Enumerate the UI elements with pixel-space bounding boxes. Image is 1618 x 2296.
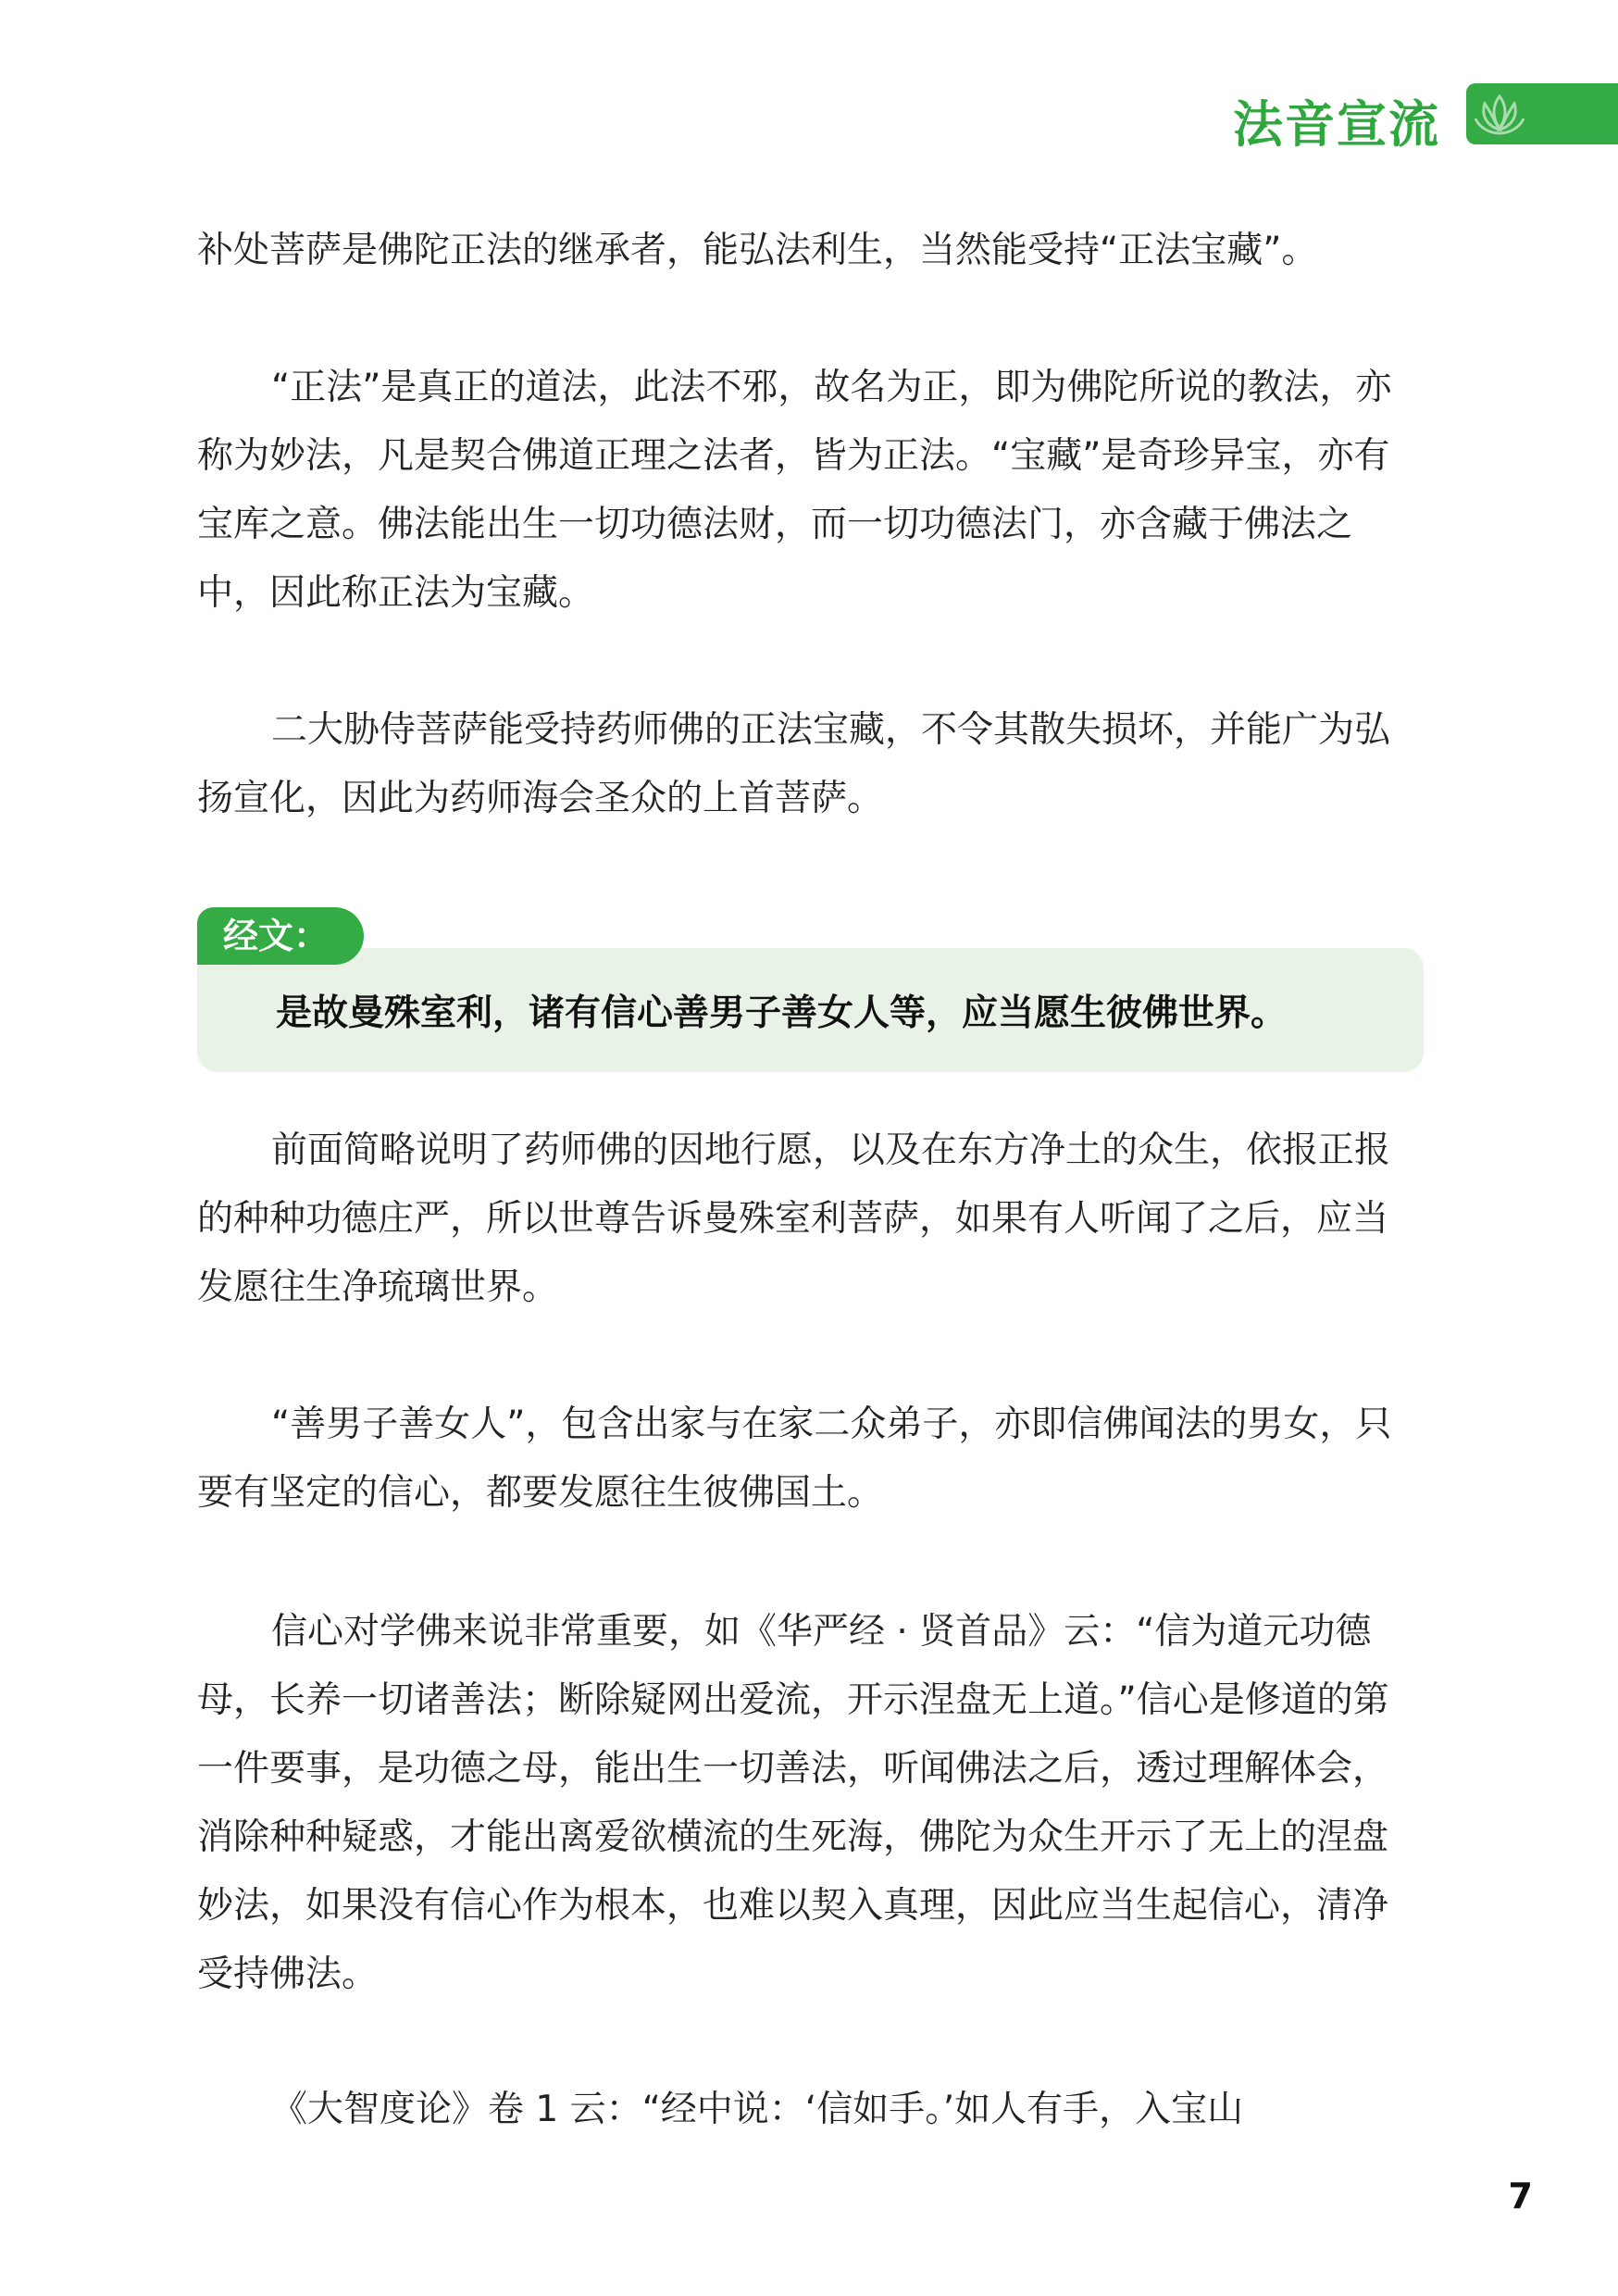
sutra-label: 经文： xyxy=(197,907,364,965)
paragraph-4: 前面简略说明了药师佛的因地行愿，以及在东方净土的众生，依报正报的种种功德庄严，所以世尊告诉曼殊室利菩萨，如果有人听闻了之后，应当发愿往生净琉璃世界。 xyxy=(197,1129,1391,1308)
paragraph-2: “正法”是真正的道法，此法不邪，故名为正，即为佛陀所说的教法，亦称为妙法，凡是契合佛道正理之法者，皆为正法。“宝藏”是奇珍异宝，亦有宝库之意。佛法能出生一切功德法财，而一切功德法门，亦含藏于佛法之中，因此称正法为宝藏。 xyxy=(197,367,1392,614)
sutra-text: 是故曼殊室利，诸有信心善男子善女人等，应当愿生彼佛世界。 xyxy=(276,992,1288,1034)
header-title: 法音宣流 xyxy=(1233,95,1440,154)
paragraph-1: 补处菩萨是佛陀正法的继承者，能弘法利生，当然能受持“正法宝藏”。 xyxy=(197,230,1318,271)
header-bar xyxy=(1466,83,1618,144)
paragraph-7: 《大智度论》卷 1 云：“经中说：‘信如手。’如人有手，入宝山 xyxy=(271,2089,1244,2130)
paragraph-3: 二大胁侍菩萨能受持药师佛的正法宝藏，不令其散失损坏，并能广为弘扬宣化，因此为药师海会圣众的上首菩萨。 xyxy=(197,709,1391,819)
paragraph-5: “善男子善女人”，包含出家与在家二众弟子，亦即信佛闻法的男女，只要有坚定的信心，都要发愿往生彼佛国土。 xyxy=(197,1404,1392,1514)
lotus-icon xyxy=(1472,91,1527,139)
paragraph-6: 信心对学佛来说非常重要，如《华严经 · 贤首品》云：“信为道元功德母，长养一切诸善法；断除疑网出爱流，开示涅盘无上道。”信心是修道的第一件要事，是功德之母，能出生一切善法，听闻佛法之后，透过理解体会，消除种种疑惑，才能出离爱欲横流的生死海，佛陀为众生开示了无上的涅盘妙法，如果没有信心作为根本，也难以契入真理，因此应当生起信心，清净受持佛法。 xyxy=(197,1611,1389,1995)
page-number: 7 xyxy=(1508,2176,1533,2216)
